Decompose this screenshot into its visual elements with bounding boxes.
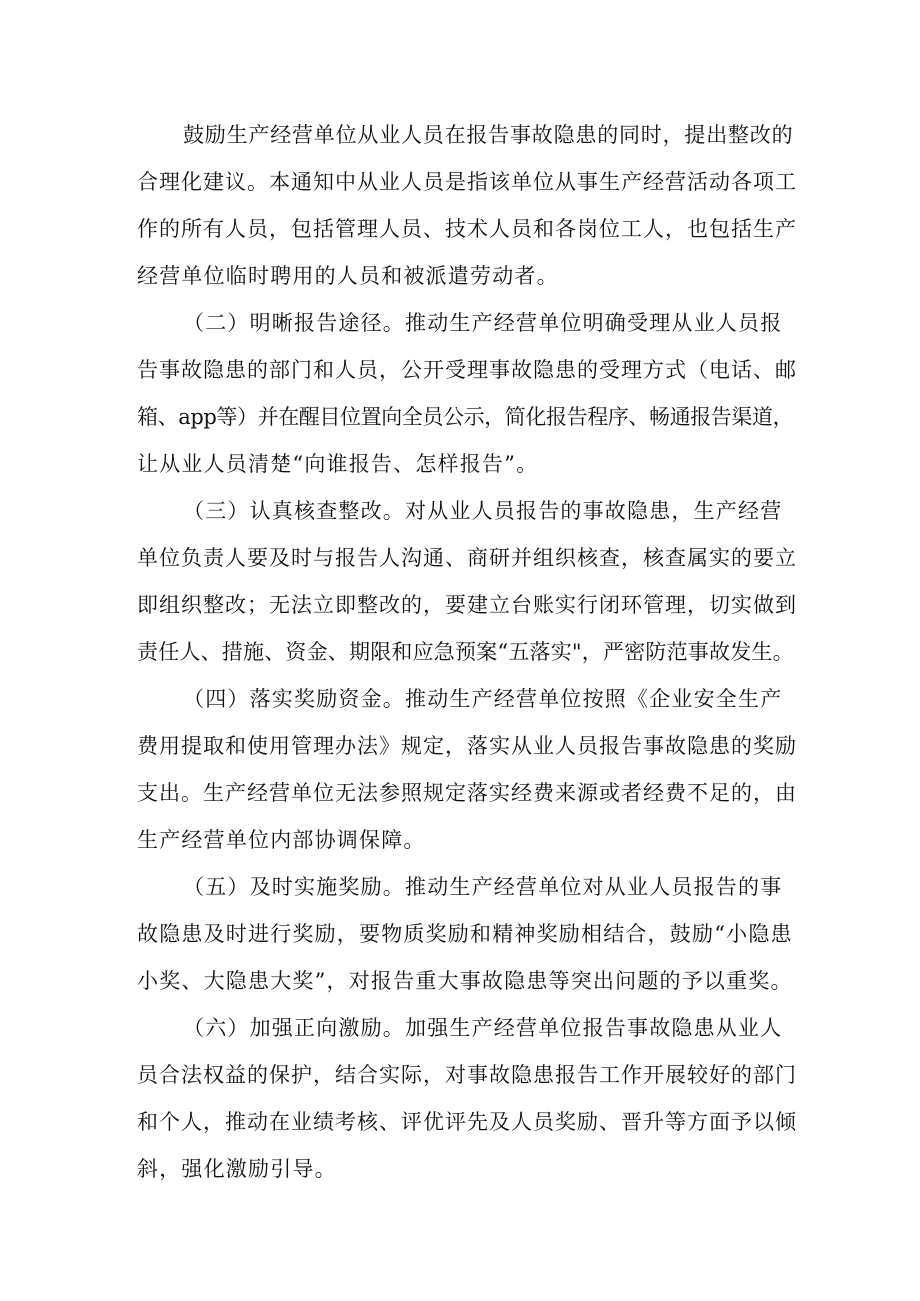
- text-line: 箱、app等）并在醒目位置向全员公示，简化报告程序、畅通报告渠道，: [137, 405, 794, 429]
- text-line: （六）加强正向激励。加强生产经营单位报告事故隐患从业人: [183, 1016, 783, 1040]
- text-line: 责任人、措施、资金、期限和应急预案“五落实"，严密防范事故发生。: [137, 640, 794, 664]
- text-line: 故隐患及时进行奖励，要物质奖励和精神奖励相结合，鼓励“小隐患: [137, 922, 793, 946]
- text-line: （五）及时实施奖励。推动生产经营单位对从业人员报告的事: [183, 875, 783, 899]
- text-line: 经营单位临时聘用的人员和被派遣劳动者。: [137, 264, 559, 288]
- paragraph-positive-incentives: [137, 1005, 797, 1193]
- text-line: 支出。生产经营单位无法参照规定落实经费来源或者经费不足的，由: [137, 781, 797, 805]
- paragraph-reporting-channels: [137, 300, 797, 488]
- text-line: 小奖、大隐患大奖”，对报告重大事故隐患等突出问题的予以重奖。: [137, 969, 793, 993]
- paragraph-encourage-suggestions: [137, 112, 797, 300]
- paragraph-verify-rectify: [137, 488, 797, 676]
- text-line: 鼓励生产经营单位从业人员在报告事故隐患的同时，提出整改的: [183, 123, 794, 147]
- text-line: 员合法权益的保护，结合实际，对事故隐患报告工作开展较好的部门: [137, 1063, 797, 1087]
- text-line: （三）认真核查整改。对从业人员报告的事故隐患，生产经营: [183, 499, 783, 523]
- text-line: 告事故隐患的部门和人员，公开受理事故隐患的受理方式（电话、邮: [137, 358, 797, 382]
- paragraph-timely-rewards: [137, 864, 797, 1005]
- text-line: 单位负责人要及时与报告人沟通、商研并组织核查，核查属实的要立: [137, 546, 797, 570]
- text-line: 和个人，推动在业绩考核、评优评先及人员奖励、晋升等方面予以倾: [137, 1110, 797, 1134]
- text-line: 即组织整改；无法立即整改的，要建立台账实行闭环管理，切实做到: [137, 593, 797, 617]
- text-line: （四）落实奖励资金。推动生产经营单位按照《企业安全生产: [183, 687, 783, 711]
- paragraph-reward-funds: [137, 676, 797, 864]
- text-line: 生产经营单位内部协调保障。: [137, 828, 426, 852]
- document-body: [137, 112, 797, 1193]
- text-line: 让从业人员清楚“向谁报告、怎样报告”。: [137, 452, 539, 476]
- text-line: 作的所有人员，包括管理人员、技术人员和各岗位工人，也包括生产: [137, 217, 797, 241]
- text-line: 斜，强化激励引导。: [137, 1157, 337, 1181]
- text-line: 费用提取和使用管理办法》规定，落实从业人员报告事故隐患的奖励: [137, 734, 797, 758]
- text-line: （二）明晰报告途径。推动生产经营单位明确受理从业人员报: [183, 311, 783, 335]
- text-line: 合理化建议。本通知中从业人员是指该单位从事生产经营活动各项工: [137, 170, 797, 194]
